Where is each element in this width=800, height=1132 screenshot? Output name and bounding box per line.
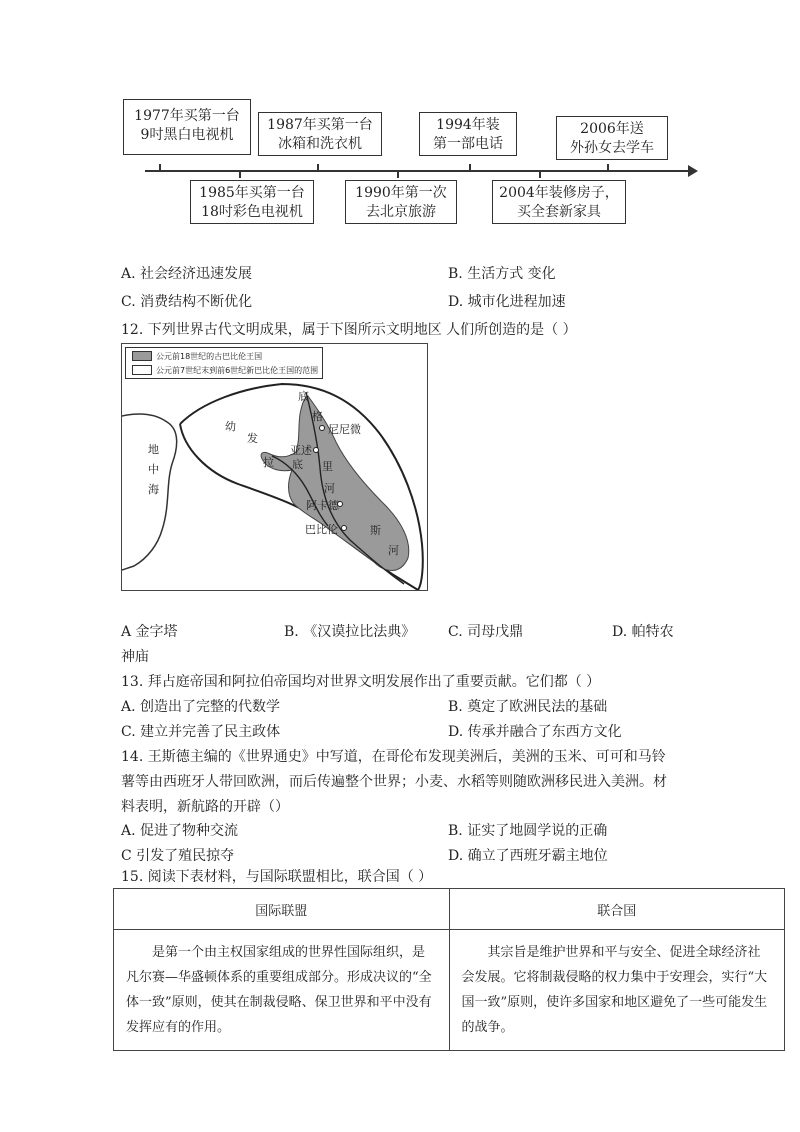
timeline-event-1994 — [419, 112, 517, 156]
legend-label: 公元前18世纪的古巴比伦王国 — [156, 351, 263, 361]
map-drawing — [122, 344, 427, 590]
q13-option-d: D. 传承并融合了东西方文化 — [448, 724, 622, 740]
q13-option-c: C. 建立并完善了民主政体 — [121, 724, 281, 740]
timeline-event-1990 — [345, 180, 457, 224]
timeline-event-1977 — [123, 99, 251, 155]
q14-stem-line-1: 14. 王斯德主编的《世界通史》中写道，在哥伦布发现美洲后，美洲的玉米、可可和马铃 — [121, 749, 666, 765]
q14-stem-line-3: 料表明，新航路的开辟（） — [121, 799, 289, 815]
mesopotamia-map — [121, 343, 428, 591]
q12-option-b: B. 《汉谟拉比法典》 — [284, 624, 416, 640]
timeline-event-1985 — [190, 180, 314, 224]
table-row — [114, 930, 785, 1051]
map-label-river: 河 — [324, 482, 335, 495]
q14-option-b: B. 证实了地圆学说的正确 — [448, 823, 608, 839]
map-label-euphrates-1: 幼 — [225, 420, 236, 433]
map-label-nineveh: 尼尼微 — [328, 423, 361, 436]
timeline-event-line: 1987年买第一台 — [267, 117, 373, 133]
timeline-event-line: 1990年第一次 — [355, 185, 447, 201]
q14-option-d: D. 确立了西班牙霸主地位 — [448, 848, 608, 864]
map-label-ashur: 亚述 — [290, 444, 312, 457]
q13-option-b: B. 奠定了欧洲民法的基础 — [448, 699, 608, 715]
q14-option-a: A. 促进了物种交流 — [121, 823, 239, 839]
q14-stem-line-2: 薯等由西班牙人带回欧洲，而后传遍整个世界；小麦、水稻等则随欧洲移民进入美洲。材 — [121, 774, 667, 790]
legend-label: 公元前7世纪末到前6世纪新巴比伦王国的范围 — [156, 365, 319, 375]
timeline-event-2004 — [492, 180, 626, 224]
timeline-event-line: 冰箱和洗衣机 — [278, 136, 362, 152]
map-label-akkad: 阿卡德 — [306, 499, 339, 512]
map-label-euphrates-3: 拉 — [263, 456, 274, 469]
timeline-event-line: 外孙女去学车 — [570, 140, 654, 156]
q12-option-d-continued: 神庙 — [121, 649, 149, 665]
table-cell-un: 其宗旨是维护世界和平与安全、促进全球经济社会发展。它将制裁侵略的权力集中于安理会，实行“大国一致”原则，使许多国家和地区避免了一些可能发生的战争。 — [449, 930, 785, 1051]
table-header-row — [114, 889, 785, 930]
q12-option-a: A 金字塔 — [121, 624, 178, 640]
q11-option-d: D. 城市化进程加速 — [448, 294, 566, 310]
timeline-event-line: 1994年装 — [436, 117, 500, 133]
map-label-mediterranean: 地 中 海 — [148, 443, 159, 496]
q13-option-a: A. 创造出了完整的代数学 — [121, 699, 281, 715]
q14-option-c: C 引发了殖民掠夺 — [121, 848, 235, 864]
timeline-event-line: 9吋黑白电视机 — [140, 127, 234, 143]
q12-stem: 12. 下列世界古代文明成果，属于下图所示文明地区 人们所创造的是（ ） — [121, 322, 577, 338]
q12-option-c: C. 司母戊鼎 — [448, 624, 524, 640]
timeline-event-1987 — [258, 112, 382, 156]
map-label-euphrates-2: 发 — [247, 432, 258, 445]
timeline-event-line: 买全套新家具 — [517, 204, 601, 220]
table-header-league: 国际联盟 — [114, 889, 450, 930]
timeline-event-2006 — [556, 116, 668, 160]
comparison-table — [113, 888, 785, 1051]
q11-option-b: B. 生活方式 变化 — [448, 266, 556, 282]
map-label-tigris-2: 格 — [312, 410, 323, 423]
q11-option-a: A. 社会经济迅速发展 — [121, 266, 253, 282]
timeline-event-line: 去北京旅游 — [366, 204, 436, 220]
map-label-tigris-4: 斯 — [370, 524, 381, 537]
q13-stem: 13. 拜占庭帝国和阿拉伯帝国均对世界文明发展作出了重要贡献。它们都（ ） — [121, 674, 601, 690]
timeline-event-line: 2004年装修房子， — [499, 185, 619, 201]
timeline-event-line: 2006年送 — [580, 121, 644, 137]
timeline-event-line: 第一部电话 — [433, 136, 503, 152]
map-label-tigris-3: 里 — [322, 460, 333, 473]
table-header-un: 联合国 — [449, 889, 785, 930]
map-label-euphrates-4: 底 — [292, 458, 303, 471]
timeline-event-line: 18吋彩色电视机 — [201, 204, 303, 220]
map-label-tigris-5: 河 — [388, 544, 399, 557]
map-label-tigris-1: 底 — [298, 390, 309, 403]
timeline-event-line: 1985年买第一台 — [199, 185, 305, 201]
table-cell-league: 是第一个由主权国家组成的世界性国际组织，是凡尔赛—华盛顿体系的重要组成部分。形成决议的“全体一致”原则，使其在制裁侵略、保卫世界和平中没有发挥应有的作用。 — [114, 930, 450, 1051]
q11-option-c: C. 消费结构不断优化 — [121, 294, 253, 310]
timeline-event-line: 1977年买第一台 — [134, 108, 240, 124]
q15-stem: 15. 阅读下表材料，与国际联盟相比，联合国（ ） — [121, 869, 433, 885]
q12-option-d: D. 帕特农 — [612, 624, 674, 640]
map-label-babylon: 巴比伦 — [305, 523, 338, 536]
